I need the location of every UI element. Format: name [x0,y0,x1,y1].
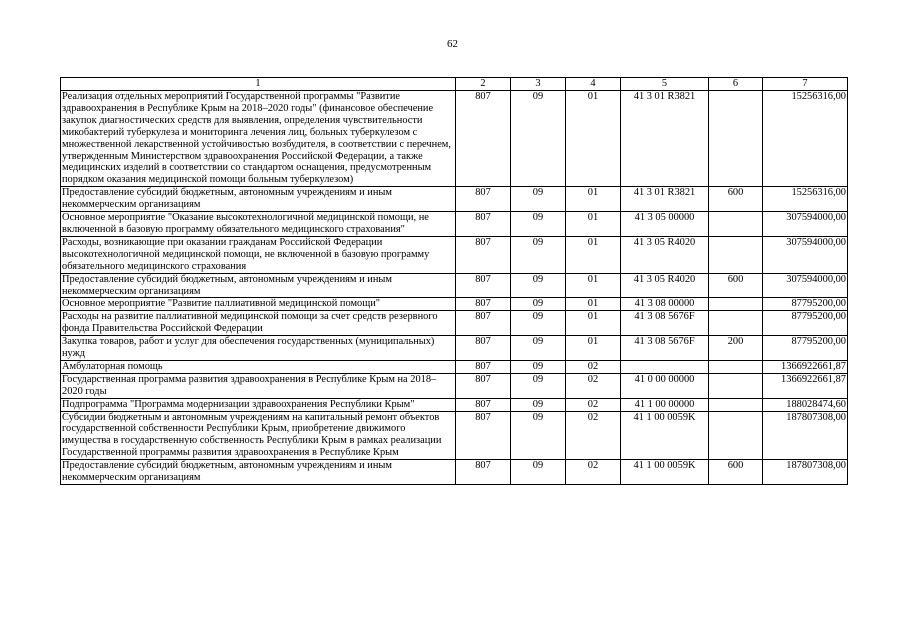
row-name: Основное мероприятие "Оказание высокотехнологичной медицинской помощи, не включенной в базовую программу обязательного медицинского страхования" [61,212,456,237]
subsection-code: 01 [566,273,621,298]
expense-type-code [709,411,763,460]
subsection-code: 01 [566,212,621,237]
section-code: 09 [511,91,566,187]
section-code: 09 [511,411,566,460]
expense-type-code: 200 [709,336,763,361]
expense-type-code [709,373,763,398]
table-header-row [61,78,848,91]
section-code: 09 [511,360,566,373]
ministry-code: 807 [456,91,511,187]
column-header-3: 3 [511,78,566,91]
subsection-code: 01 [566,91,621,187]
column-header-6: 6 [709,78,763,91]
amount: 187807308,00 [763,411,848,460]
amount: 307594000,00 [763,212,848,237]
section-code: 09 [511,298,566,311]
row-name: Предоставление субсидий бюджетным, автономным учреждениям и иным некоммерческим организациям [61,460,456,485]
table-row [61,398,848,411]
expense-type-code [709,212,763,237]
row-name: Расходы, возникающие при оказании гражданам Российской Федерации высокотехнологичной медицинской помощи, не включенной в базовую программу обязательного медицинского страхования [61,236,456,273]
target-article-code [621,360,709,373]
ministry-code: 807 [456,411,511,460]
target-article-code: 41 1 00 00000 [621,398,709,411]
table-row [61,460,848,485]
ministry-code: 807 [456,373,511,398]
expense-type-code [709,311,763,336]
row-name: Расходы на развитие паллиативной медицинской помощи за счет средств резервного фонда Правительства Российской Федерации [61,311,456,336]
ministry-code: 807 [456,298,511,311]
amount: 307594000,00 [763,273,848,298]
row-name: Субсидии бюджетным и автономным учреждениям на капитальный ремонт объектов государственной собственности Республики Крым, приобретение движимого имущества в государственную собственность Республики Крым в рамках реализации Государственной программы развития здравоохранения в Республике Крым [61,411,456,460]
table-row [61,373,848,398]
subsection-code: 01 [566,311,621,336]
ministry-code: 807 [456,398,511,411]
ministry-code: 807 [456,236,511,273]
target-article-code: 41 0 00 00000 [621,373,709,398]
target-article-code: 41 3 08 5676F [621,311,709,336]
subsection-code: 02 [566,360,621,373]
table-row [61,91,848,187]
expense-type-code [709,298,763,311]
section-code: 09 [511,311,566,336]
table-row [61,411,848,460]
expense-type-code [709,360,763,373]
section-code: 09 [511,336,566,361]
amount: 307594000,00 [763,236,848,273]
amount: 15256316,00 [763,91,848,187]
subsection-code: 02 [566,373,621,398]
subsection-code: 01 [566,187,621,212]
section-code: 09 [511,460,566,485]
table-row [61,311,848,336]
budget-table [60,77,848,485]
table-row [61,236,848,273]
expense-type-code: 600 [709,187,763,212]
target-article-code: 41 1 00 0059K [621,460,709,485]
page-number: 62 [447,38,458,50]
expense-type-code [709,236,763,273]
expense-type-code [709,398,763,411]
table-row [61,298,848,311]
ministry-code: 807 [456,273,511,298]
ministry-code: 807 [456,460,511,485]
amount: 188028474,60 [763,398,848,411]
section-code: 09 [511,236,566,273]
table-row [61,360,848,373]
target-article-code: 41 3 01 R3821 [621,187,709,212]
ministry-code: 807 [456,212,511,237]
table-row [61,336,848,361]
row-name: Подпрограмма "Программа модернизации здравоохранения Республики Крым" [61,398,456,411]
amount: 187807308,00 [763,460,848,485]
row-name: Государственная программа развития здравоохранения в Республике Крым на 2018–2020 годы [61,373,456,398]
row-name: Предоставление субсидий бюджетным, автономным учреждениям и иным некоммерческим организациям [61,187,456,212]
amount: 87795200,00 [763,298,848,311]
row-name: Реализация отдельных мероприятий Государственной программы "Развитие здравоохранения в Республике Крым на 2018–2020 годы" (финансовое обеспечение закупок диагностических средств для выявления, определения чувствительности микобактерий туберкулеза и мониторинга лечения лиц, больных туберкулезом с множественной лекарственной устойчивостью возбудителя, в соответствии с перечнем, утвержденным Министерством здравоохранения Российской Федерации, а также медицинских изделий в соответствии со стандартом оснащения, предусмотренным порядком оказания медицинской помощи больным туберкулезом) [61,91,456,187]
row-name: Предоставление субсидий бюджетным, автономным учреждениям и иным некоммерческим организациям [61,273,456,298]
amount: 87795200,00 [763,336,848,361]
row-name: Основное мероприятие "Развитие паллиативной медицинской помощи" [61,298,456,311]
section-code: 09 [511,273,566,298]
subsection-code: 02 [566,411,621,460]
subsection-code: 01 [566,298,621,311]
section-code: 09 [511,212,566,237]
target-article-code: 41 3 01 R3821 [621,91,709,187]
row-name: Амбулаторная помощь [61,360,456,373]
amount: 1366922661,87 [763,360,848,373]
section-code: 09 [511,398,566,411]
column-header-1: 1 [61,78,456,91]
expense-type-code: 600 [709,460,763,485]
target-article-code: 41 3 08 5676F [621,336,709,361]
ministry-code: 807 [456,187,511,212]
column-header-7: 7 [763,78,848,91]
ministry-code: 807 [456,311,511,336]
amount: 1366922661,87 [763,373,848,398]
target-article-code: 41 3 05 R4020 [621,236,709,273]
section-code: 09 [511,373,566,398]
subsection-code: 01 [566,336,621,361]
subsection-code: 01 [566,236,621,273]
section-code: 09 [511,187,566,212]
expense-type-code: 600 [709,273,763,298]
column-header-5: 5 [621,78,709,91]
target-article-code: 41 1 00 0059K [621,411,709,460]
table-row [61,212,848,237]
target-article-code: 41 3 05 00000 [621,212,709,237]
target-article-code: 41 3 05 R4020 [621,273,709,298]
table-row [61,187,848,212]
expense-type-code [709,91,763,187]
target-article-code: 41 3 08 00000 [621,298,709,311]
column-header-4: 4 [566,78,621,91]
row-name: Закупка товаров, работ и услуг для обеспечения государственных (муниципальных) нужд [61,336,456,361]
subsection-code: 02 [566,398,621,411]
subsection-code: 02 [566,460,621,485]
table-row [61,273,848,298]
ministry-code: 807 [456,336,511,361]
ministry-code: 807 [456,360,511,373]
amount: 87795200,00 [763,311,848,336]
column-header-2: 2 [456,78,511,91]
amount: 15256316,00 [763,187,848,212]
